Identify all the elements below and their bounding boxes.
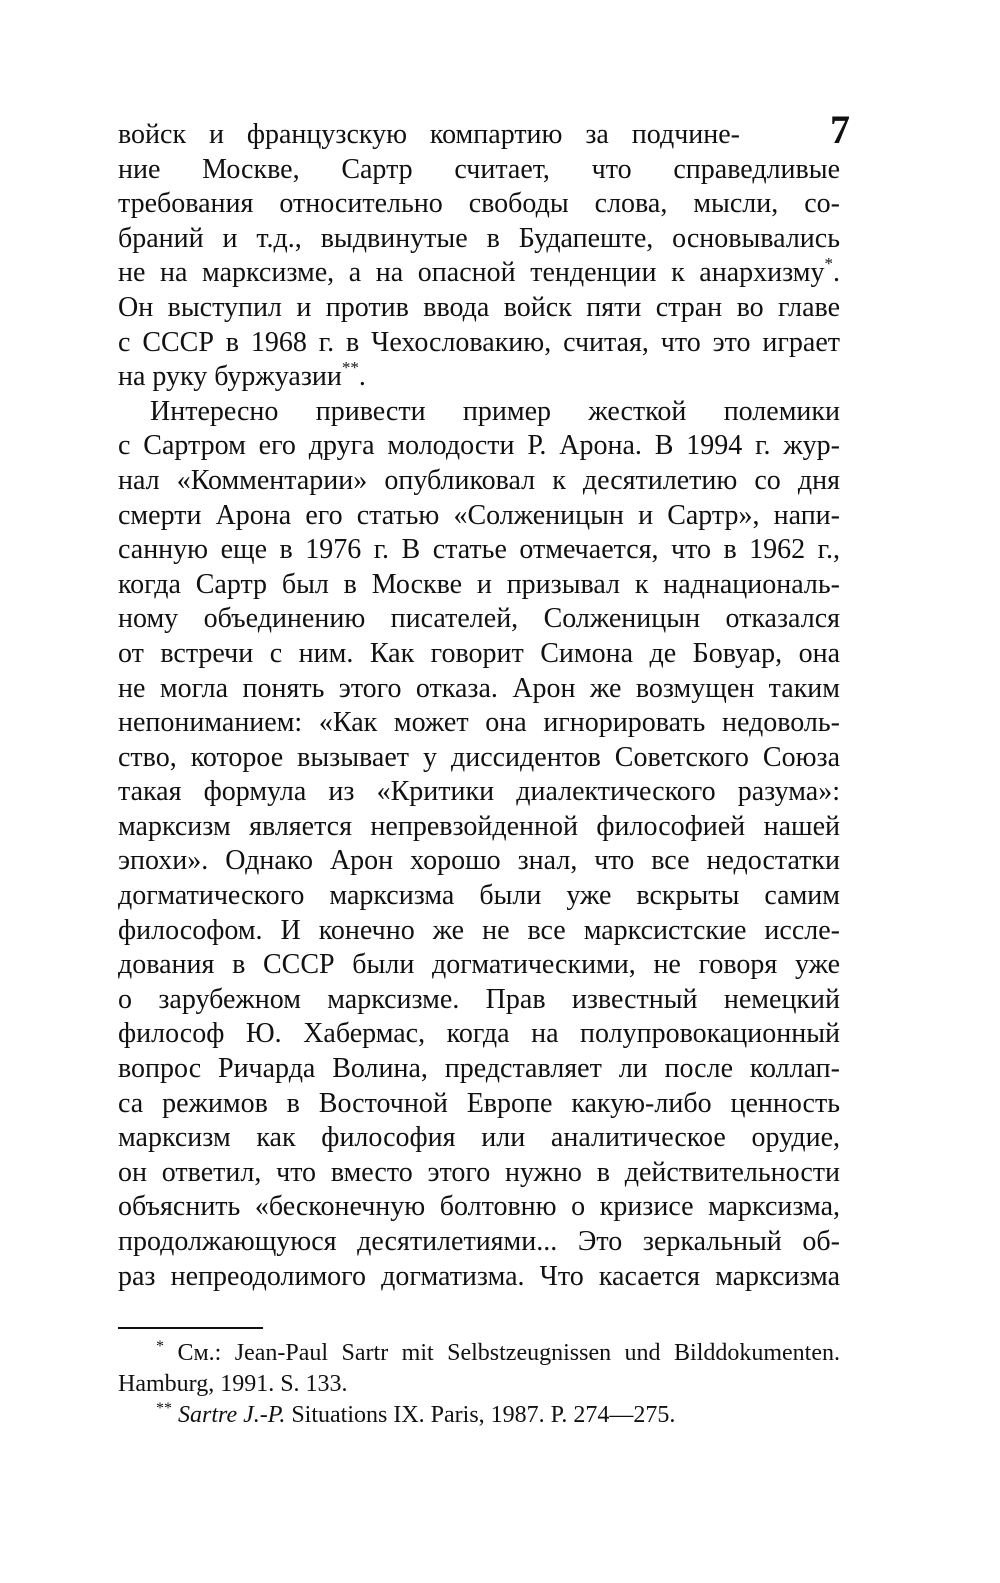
text-line: войск и французскую компартию за подчине- — [118, 119, 740, 150]
text-line: санную еще в 1976 г. В статье отмечается, что в 1962 г., — [118, 534, 840, 566]
text-line-content: не на марксизме, а на опасной тенденции к анархизму — [118, 257, 825, 289]
page-number: 7 — [830, 107, 850, 152]
text-line: эпохи». Однако Арон хорошо знал, что все недостатки — [118, 845, 840, 877]
text-line-content: на руку буржуазии — [118, 361, 342, 393]
footnote-author: Sartre J.-P. — [178, 1402, 286, 1428]
text-line: от встречи с ним. Как говорит Симона де Бовуар, она — [118, 637, 840, 669]
text-line: он ответил, что вместо этого нужно в действительности — [118, 1156, 840, 1188]
text-line: когда Сартр был в Москве и призывал к наднациональ- — [118, 568, 840, 600]
footnote-text: См.: Jean-Paul Sartr mit Selbstzeugnissen und Bilddokumenten. — [177, 1340, 841, 1366]
text-line: с Сартром его друга молодости Р. Арона. В 1994 г. жур- — [118, 430, 840, 462]
footnotes — [118, 1338, 840, 1431]
text-line: смерти Арона его статью «Солженицын и Сартр», напи- — [118, 499, 840, 531]
text-line: Интересно привести пример жесткой полемики — [150, 395, 840, 427]
text-line: ние Москве, Сартр считает, что справедливые — [118, 153, 840, 185]
text-line: нал «Комментарии» опубликовал к десятилетию со дня — [118, 464, 840, 496]
text-line: са режимов в Восточной Европе какую-либо ценность — [118, 1087, 840, 1119]
text-line: философ Ю. Хабермас, когда на полупровокационный — [118, 1018, 840, 1050]
text-line: дования в СССР были догматическими, не говоря уже — [118, 949, 840, 981]
text-line — [118, 256, 840, 291]
footnote-1 — [118, 1338, 840, 1369]
text-line: марксизм является непревзойденной философией нашей — [118, 810, 840, 842]
text-line: догматического марксизма были уже вскрыты самим — [118, 880, 840, 912]
text-line — [118, 357, 840, 395]
footnote-mark: ** — [156, 1400, 172, 1417]
text-line: о зарубежном марксизме. Прав известный немецкий — [118, 983, 840, 1015]
text-line: ство, которое вызывает у диссидентов Советского Союза — [118, 741, 840, 773]
text-line: философом. И конечно же не все марксистские иссле- — [118, 914, 840, 946]
text-line: требования относительно свободы слова, мысли, со- — [118, 188, 840, 220]
footnote-1-continued: Hamburg, 1991. S. 133. — [118, 1371, 348, 1397]
text-line: браний и т.д., выдвинутые в Будапеште, основывались — [118, 222, 840, 254]
text-line: марксизм как философия или аналитическое орудие, — [118, 1122, 840, 1154]
text-line: объяснить «бесконечную болтовню о кризисе марксизма, — [118, 1191, 840, 1223]
text-line: Он выступил и против ввода войск пяти стран во главе — [118, 291, 840, 323]
punctuation: . — [833, 257, 840, 289]
text-line: вопрос Ричарда Волина, представляет ли после коллап- — [118, 1053, 840, 1085]
text-line: ному объединению писателей, Солженицын отказался — [118, 603, 840, 635]
text-line: с СССР в 1968 г. в Чехословакию, считая, что это играет — [118, 326, 840, 358]
main-text — [118, 118, 840, 1294]
punctuation: . — [358, 361, 366, 393]
text-line: не могла понять этого отказа. Арон же возмущен таким — [118, 672, 840, 704]
footnote-mark: ** — [341, 357, 359, 377]
text-line: такая формула из «Критики диалектического разума»: — [118, 776, 840, 808]
footnote-text: Situations IX. Paris, 1987. P. 274—275. — [291, 1402, 676, 1428]
text-line: продолжающуюся десятилетиями... Это зеркальный об- — [118, 1226, 840, 1257]
footnote-mark: * — [156, 1338, 164, 1355]
footnote-mark: * — [824, 254, 833, 274]
text-line: раз непреодолимого догматизма. Что касается марксизма — [118, 1260, 840, 1292]
footnote-divider — [118, 1327, 263, 1329]
text-line: непониманием: «Как может она игнорировать недоволь- — [118, 707, 840, 739]
footnote-2 — [118, 1400, 840, 1431]
